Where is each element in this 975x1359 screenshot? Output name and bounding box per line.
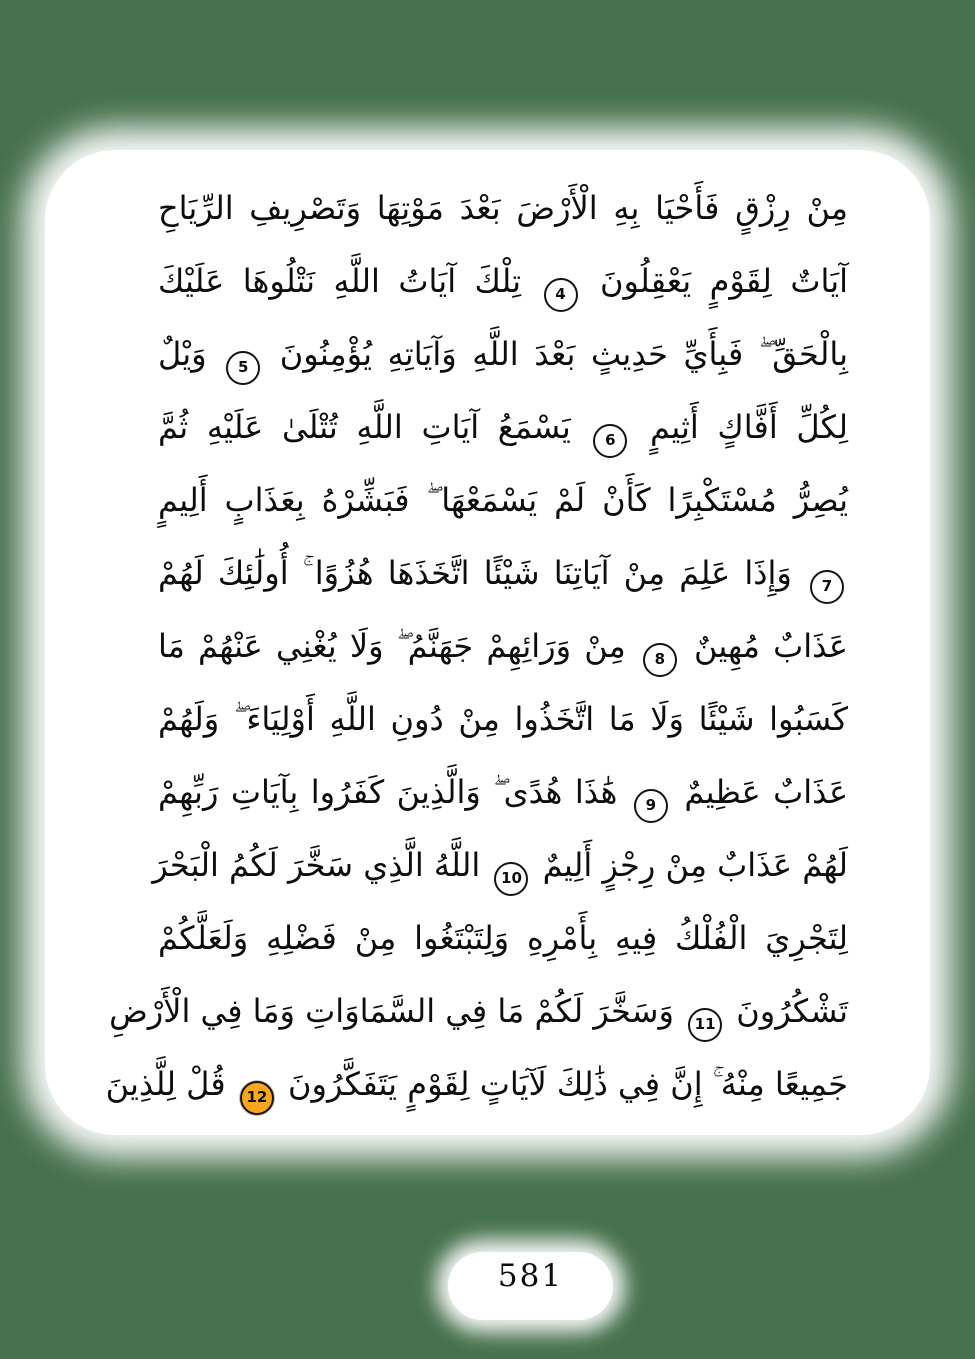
ayah-marker-10[interactable]: 10 xyxy=(494,862,528,896)
ayah-marker-11[interactable]: 11 xyxy=(688,1008,722,1042)
quran-line-12 xyxy=(109,975,848,1048)
ayah-text: وَسَخَّرَ لَكُمْ مَا فِي السَّمَاوَاتِ وَمَا فِي الْأَرْضِ xyxy=(109,992,674,1030)
ayah-marker-9[interactable]: 9 xyxy=(634,789,668,823)
quran-line-3 xyxy=(158,318,848,391)
quran-line-5 xyxy=(158,464,848,537)
quran-line-11 xyxy=(158,902,848,975)
ayah-text: اللَّهُ الَّذِي سَخَّرَ لَكُمُ الْبَحْرَ xyxy=(152,846,481,884)
quran-line-6 xyxy=(158,537,848,610)
ayah-text: مِنْ وَرَائِهِمْ جَهَنَّمُ ۖ وَلَا يُغْنِي عَنْهُمْ مَا xyxy=(158,627,626,665)
ayah-text: لِكُلِّ أَفَّاكٍ أَثِيمٍ xyxy=(650,408,849,446)
page-number: 581 xyxy=(497,1258,564,1294)
ayah-marker-12-highlighted[interactable]: 12 xyxy=(240,1081,274,1115)
ayah-marker-8[interactable]: 8 xyxy=(643,643,677,677)
quran-line-9 xyxy=(158,756,848,829)
ayah-text: وَيْلٌ xyxy=(158,335,207,373)
ayah-text: يَسْمَعُ آيَاتِ اللَّهِ تُتْلَىٰ عَلَيْهِ ثُمَّ xyxy=(158,408,571,446)
quran-line-2 xyxy=(158,245,848,318)
quran-line-8 xyxy=(158,683,848,756)
ayah-text: لِتَجْرِيَ الْفُلْكُ فِيهِ بِأَمْرِهِ وَلِتَبْتَغُوا مِنْ فَضْلِهِ وَلَعَلَّكُمْ xyxy=(158,919,848,957)
ayah-text: قُلْ لِلَّذِينَ xyxy=(105,1065,226,1103)
ayah-text: آيَاتٌ لِقَوْمٍ يَعْقِلُونَ xyxy=(599,262,849,300)
ayah-marker-7[interactable]: 7 xyxy=(810,570,844,604)
ayah-text: جَمِيعًا مِنْهُ ۚ إِنَّ فِي ذَٰلِكَ لَآيَاتٍ لِقَوْمٍ يَتَفَكَّرُونَ xyxy=(288,1065,848,1103)
quran-line-1 xyxy=(158,172,848,245)
ayah-text: بِالْحَقِّ ۖ فَبِأَيِّ حَدِيثٍ بَعْدَ اللَّهِ وَآيَاتِهِ يُؤْمِنُونَ xyxy=(279,335,849,373)
ayah-marker-5[interactable]: 5 xyxy=(226,351,260,385)
quran-line-10 xyxy=(152,829,848,902)
quran-text-block xyxy=(105,172,849,1121)
quran-line-4 xyxy=(158,391,848,464)
ayah-text: عَذَابٌ عَظِيمٌ xyxy=(684,773,849,811)
ayah-text: يُصِرُّ مُسْتَكْبِرًا كَأَنْ لَمْ يَسْمَعْهَا ۖ فَبَشِّرْهُ بِعَذَابٍ أَلِيمٍ xyxy=(158,481,848,519)
ayah-text: تَشْكُرُونَ xyxy=(736,992,848,1030)
ayah-marker-4[interactable]: 4 xyxy=(544,278,578,312)
quran-line-13 xyxy=(105,1048,848,1121)
ayah-text: وَإِذَا عَلِمَ مِنْ آيَاتِنَا شَيْئًا اتَّخَذَهَا هُزُوًا ۚ أُولَٰئِكَ لَهُمْ xyxy=(158,554,792,592)
ayah-text: مِنْ رِزْقٍ فَأَحْيَا بِهِ الْأَرْضَ بَعْدَ مَوْتِهَا وَتَصْرِيفِ الرِّيَاحِ xyxy=(158,189,848,227)
ayah-text: كَسَبُوا شَيْئًا وَلَا مَا اتَّخَذُوا مِنْ دُونِ اللَّهِ أَوْلِيَاءَ ۖ وَلَهُمْ xyxy=(158,700,848,738)
ayah-text: تِلْكَ آيَاتُ اللَّهِ نَتْلُوهَا عَلَيْكَ xyxy=(158,262,522,300)
quran-line-7 xyxy=(158,610,848,683)
ayah-text: هَٰذَا هُدًى ۖ وَالَّذِينَ كَفَرُوا بِآيَاتِ رَبِّهِمْ xyxy=(158,773,618,811)
ayah-text: لَهُمْ عَذَابٌ مِنْ رِجْزٍ أَلِيمٌ xyxy=(542,846,848,884)
ayah-marker-6[interactable]: 6 xyxy=(593,424,627,458)
ayah-text: عَذَابٌ مُهِينٌ xyxy=(694,627,848,665)
